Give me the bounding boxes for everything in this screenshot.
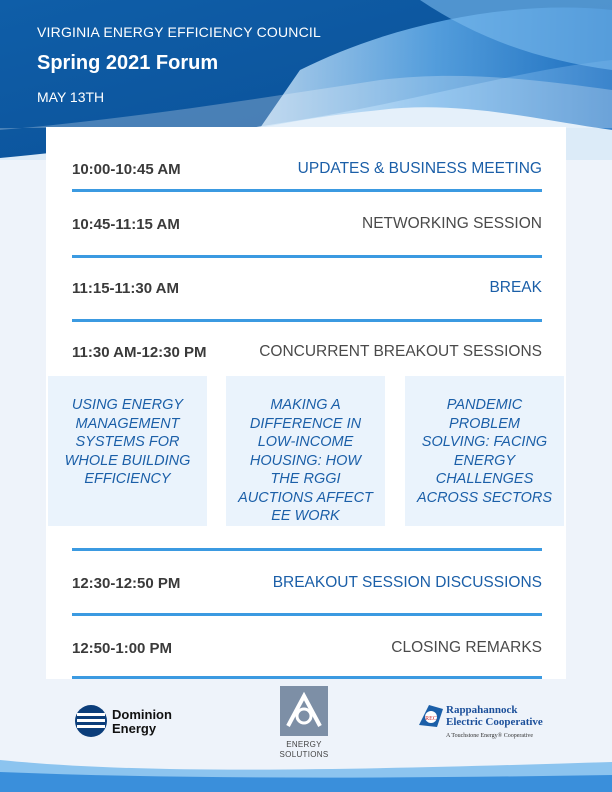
- rappahannock-logo-text: Rappahannock Electric Cooperative: [446, 704, 543, 728]
- agenda-time: 10:00-10:45 AM: [72, 160, 181, 178]
- rappahannock-logo-icon: [417, 703, 445, 729]
- divider: [72, 255, 542, 258]
- event-title: Spring 2021 Forum: [37, 52, 219, 74]
- agenda-title: BREAK: [489, 279, 542, 296]
- agenda-title: CONCURRENT BREAKOUT SESSIONS: [259, 343, 542, 360]
- divider: [72, 319, 542, 322]
- divider: [72, 548, 542, 551]
- breakout-card: [226, 376, 385, 526]
- dominion-energy-logo-icon: [74, 704, 108, 738]
- org-name: VIRGINIA ENERGY EFFICIENCY COUNCIL: [37, 24, 322, 40]
- energy-solutions-logo-text: ENERGY SOLUTIONS: [279, 740, 329, 759]
- agenda-row: [72, 571, 542, 595]
- event-date: MAY 13TH: [37, 89, 105, 105]
- agenda-time: 12:30-12:50 PM: [72, 574, 181, 592]
- agenda-time: 10:45-11:15 AM: [72, 215, 180, 233]
- divider: [72, 613, 542, 616]
- breakout-title: MAKING A DIFFERENCE IN LOW-INCOME HOUSING: HOW THE RGGI AUCTIONS AFFECT EE WORK: [238, 397, 373, 524]
- svg-text:REC: REC: [425, 716, 437, 722]
- dominion-energy-logo-text: Dominion Energy: [112, 707, 172, 736]
- agenda-row: [72, 212, 542, 236]
- agenda-title: CLOSING REMARKS: [391, 639, 542, 656]
- agenda-time: 11:15-11:30 AM: [72, 279, 180, 297]
- agenda-row: [72, 340, 542, 364]
- agenda-time: 12:50-1:00 PM: [72, 639, 173, 657]
- breakout-card: [48, 376, 207, 526]
- rappahannock-tagline: A Touchstone Energy® Cooperative: [446, 733, 534, 739]
- agenda-title: BREAKOUT SESSION DISCUSSIONS: [272, 574, 542, 591]
- agenda-row: [72, 157, 542, 181]
- agenda-time: 11:30 AM-12:30 PM: [72, 343, 207, 361]
- agenda-title: UPDATES & BUSINESS MEETING: [297, 160, 542, 177]
- divider: [72, 189, 542, 192]
- breakout-title: USING ENERGY MANAGEMENT SYSTEMS FOR WHOLE BUILDING EFFICIENCY: [64, 397, 191, 487]
- agenda-row: [72, 636, 542, 660]
- agenda-row: [72, 276, 542, 300]
- energy-solutions-logo-icon: [280, 686, 328, 736]
- breakout-title: PANDEMIC PROBLEM SOLVING: FACING ENERGY CHALLENGES ACROSS SECTORS: [416, 397, 553, 506]
- breakout-card: [405, 376, 564, 526]
- divider: [72, 676, 542, 679]
- agenda-title: NETWORKING SESSION: [362, 215, 542, 232]
